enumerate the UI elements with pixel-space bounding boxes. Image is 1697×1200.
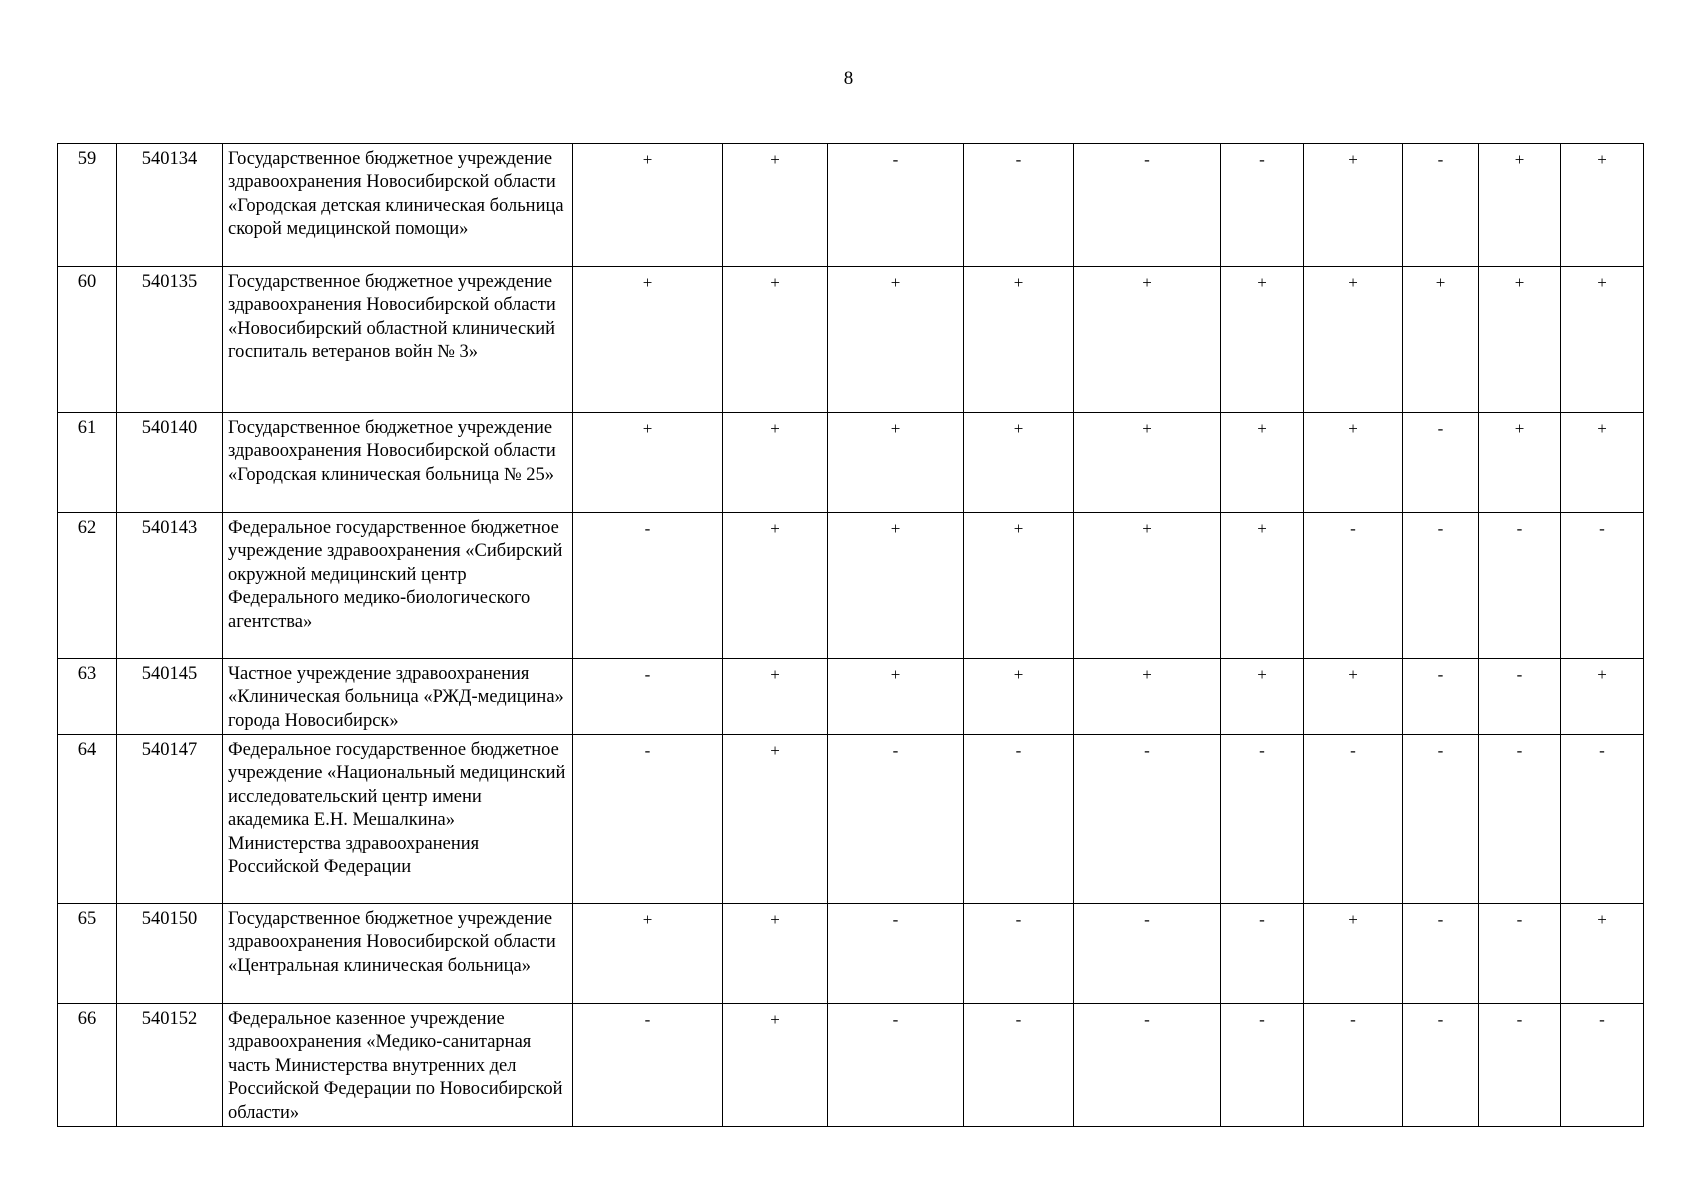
row-number-cell: 66 bbox=[58, 1004, 117, 1127]
table-row bbox=[58, 904, 1644, 1004]
mark-cell: + bbox=[723, 1004, 828, 1127]
mark-cell: + bbox=[1304, 267, 1403, 413]
table-row bbox=[58, 413, 1644, 513]
org-code-cell: 540135 bbox=[117, 267, 223, 413]
mark-cell: + bbox=[1561, 904, 1644, 1004]
mark-cell: - bbox=[1403, 144, 1479, 267]
table-body bbox=[58, 144, 1644, 1127]
organizations-table bbox=[57, 143, 1644, 1127]
mark-cell: + bbox=[1221, 659, 1304, 735]
mark-cell: + bbox=[723, 267, 828, 413]
mark-cell: + bbox=[1304, 144, 1403, 267]
row-number-cell: 63 bbox=[58, 659, 117, 735]
mark-cell: + bbox=[1221, 413, 1304, 513]
org-code-cell: 540145 bbox=[117, 659, 223, 735]
mark-cell: - bbox=[1479, 904, 1561, 1004]
mark-cell: - bbox=[573, 513, 723, 659]
mark-cell: - bbox=[1479, 735, 1561, 904]
mark-cell: + bbox=[723, 413, 828, 513]
mark-cell: - bbox=[1403, 735, 1479, 904]
mark-cell: + bbox=[1561, 144, 1644, 267]
org-name-cell: Федеральное государственное бюджетное учреждение «Национальный медицинский исследовательский центр имени академика Е.Н. Мешалкина» Министерства здравоохранения Российской Федерации bbox=[223, 735, 573, 904]
mark-cell: + bbox=[1304, 413, 1403, 513]
mark-cell: + bbox=[1074, 513, 1221, 659]
row-number-cell: 60 bbox=[58, 267, 117, 413]
org-name-cell: Государственное бюджетное учреждение здравоохранения Новосибирской области «Городская детская клиническая больница скорой медицинской помощи» bbox=[223, 144, 573, 267]
mark-cell: - bbox=[1221, 735, 1304, 904]
org-code-cell: 540134 bbox=[117, 144, 223, 267]
mark-cell: + bbox=[1561, 413, 1644, 513]
org-code-cell: 540143 bbox=[117, 513, 223, 659]
mark-cell: + bbox=[828, 413, 964, 513]
mark-cell: - bbox=[964, 144, 1074, 267]
page-number: 8 bbox=[843, 68, 854, 89]
table-row bbox=[58, 144, 1644, 267]
mark-cell: - bbox=[1221, 144, 1304, 267]
mark-cell: - bbox=[828, 1004, 964, 1127]
mark-cell: + bbox=[723, 904, 828, 1004]
mark-cell: - bbox=[964, 1004, 1074, 1127]
mark-cell: - bbox=[1403, 659, 1479, 735]
table-row bbox=[58, 513, 1644, 659]
mark-cell: - bbox=[1221, 904, 1304, 1004]
org-name-cell: Федеральное государственное бюджетное учреждение здравоохранения «Сибирский окружной медицинский центр Федерального медико-биологического агентства» bbox=[223, 513, 573, 659]
mark-cell: - bbox=[1403, 413, 1479, 513]
org-code-cell: 540140 bbox=[117, 413, 223, 513]
mark-cell: + bbox=[1561, 659, 1644, 735]
mark-cell: + bbox=[964, 659, 1074, 735]
row-number-cell: 65 bbox=[58, 904, 117, 1004]
mark-cell: + bbox=[573, 144, 723, 267]
mark-cell: - bbox=[573, 659, 723, 735]
mark-cell: - bbox=[1403, 904, 1479, 1004]
table-row bbox=[58, 267, 1644, 413]
mark-cell: + bbox=[1403, 267, 1479, 413]
mark-cell: - bbox=[1074, 1004, 1221, 1127]
mark-cell: + bbox=[1479, 144, 1561, 267]
mark-cell: - bbox=[1479, 513, 1561, 659]
mark-cell: - bbox=[573, 1004, 723, 1127]
org-name-cell: Государственное бюджетное учреждение здравоохранения Новосибирской области «Городская клиническая больница № 25» bbox=[223, 413, 573, 513]
org-name-cell: Частное учреждение здравоохранения «Клиническая больница «РЖД-медицина» города Новосибирск» bbox=[223, 659, 573, 735]
mark-cell: + bbox=[723, 659, 828, 735]
row-number-cell: 59 bbox=[58, 144, 117, 267]
mark-cell: + bbox=[723, 513, 828, 659]
mark-cell: - bbox=[828, 735, 964, 904]
mark-cell: + bbox=[1074, 267, 1221, 413]
mark-cell: - bbox=[1561, 735, 1644, 904]
mark-cell: + bbox=[964, 513, 1074, 659]
mark-cell: + bbox=[573, 904, 723, 1004]
mark-cell: - bbox=[1074, 904, 1221, 1004]
mark-cell: - bbox=[1561, 513, 1644, 659]
mark-cell: - bbox=[1074, 735, 1221, 904]
mark-cell: + bbox=[828, 513, 964, 659]
mark-cell: - bbox=[1074, 144, 1221, 267]
mark-cell: + bbox=[723, 144, 828, 267]
org-name-cell: Государственное бюджетное учреждение здравоохранения Новосибирской области «Новосибирский областной клинический госпиталь ветеранов войн № 3» bbox=[223, 267, 573, 413]
org-name-cell: Государственное бюджетное учреждение здравоохранения Новосибирской области «Центральная клиническая больница» bbox=[223, 904, 573, 1004]
mark-cell: + bbox=[1221, 267, 1304, 413]
mark-cell: + bbox=[573, 413, 723, 513]
mark-cell: - bbox=[828, 144, 964, 267]
row-number-cell: 64 bbox=[58, 735, 117, 904]
mark-cell: - bbox=[1304, 513, 1403, 659]
mark-cell: - bbox=[964, 735, 1074, 904]
org-code-cell: 540152 bbox=[117, 1004, 223, 1127]
table-row bbox=[58, 1004, 1644, 1127]
mark-cell: - bbox=[1403, 1004, 1479, 1127]
mark-cell: - bbox=[573, 735, 723, 904]
mark-cell: + bbox=[723, 735, 828, 904]
mark-cell: + bbox=[1304, 904, 1403, 1004]
mark-cell: + bbox=[964, 413, 1074, 513]
org-code-cell: 540147 bbox=[117, 735, 223, 904]
mark-cell: + bbox=[573, 267, 723, 413]
mark-cell: - bbox=[964, 904, 1074, 1004]
mark-cell: + bbox=[1304, 659, 1403, 735]
mark-cell: + bbox=[1479, 413, 1561, 513]
mark-cell: - bbox=[1403, 513, 1479, 659]
mark-cell: + bbox=[828, 267, 964, 413]
mark-cell: - bbox=[1221, 1004, 1304, 1127]
mark-cell: + bbox=[1074, 413, 1221, 513]
mark-cell: - bbox=[1561, 1004, 1644, 1127]
org-name-cell: Федеральное казенное учреждение здравоохранения «Медико-санитарная часть Министерства внутренних дел Российской Федерации по Новосибирской области» bbox=[223, 1004, 573, 1127]
mark-cell: - bbox=[1479, 659, 1561, 735]
mark-cell: - bbox=[1304, 1004, 1403, 1127]
mark-cell: + bbox=[964, 267, 1074, 413]
mark-cell: - bbox=[1479, 1004, 1561, 1127]
row-number-cell: 62 bbox=[58, 513, 117, 659]
org-code-cell: 540150 bbox=[117, 904, 223, 1004]
mark-cell: + bbox=[1074, 659, 1221, 735]
row-number-cell: 61 bbox=[58, 413, 117, 513]
mark-cell: + bbox=[1479, 267, 1561, 413]
table-row bbox=[58, 659, 1644, 735]
mark-cell: + bbox=[1221, 513, 1304, 659]
table-row bbox=[58, 735, 1644, 904]
mark-cell: + bbox=[828, 659, 964, 735]
mark-cell: - bbox=[1304, 735, 1403, 904]
mark-cell: + bbox=[1561, 267, 1644, 413]
mark-cell: - bbox=[828, 904, 964, 1004]
